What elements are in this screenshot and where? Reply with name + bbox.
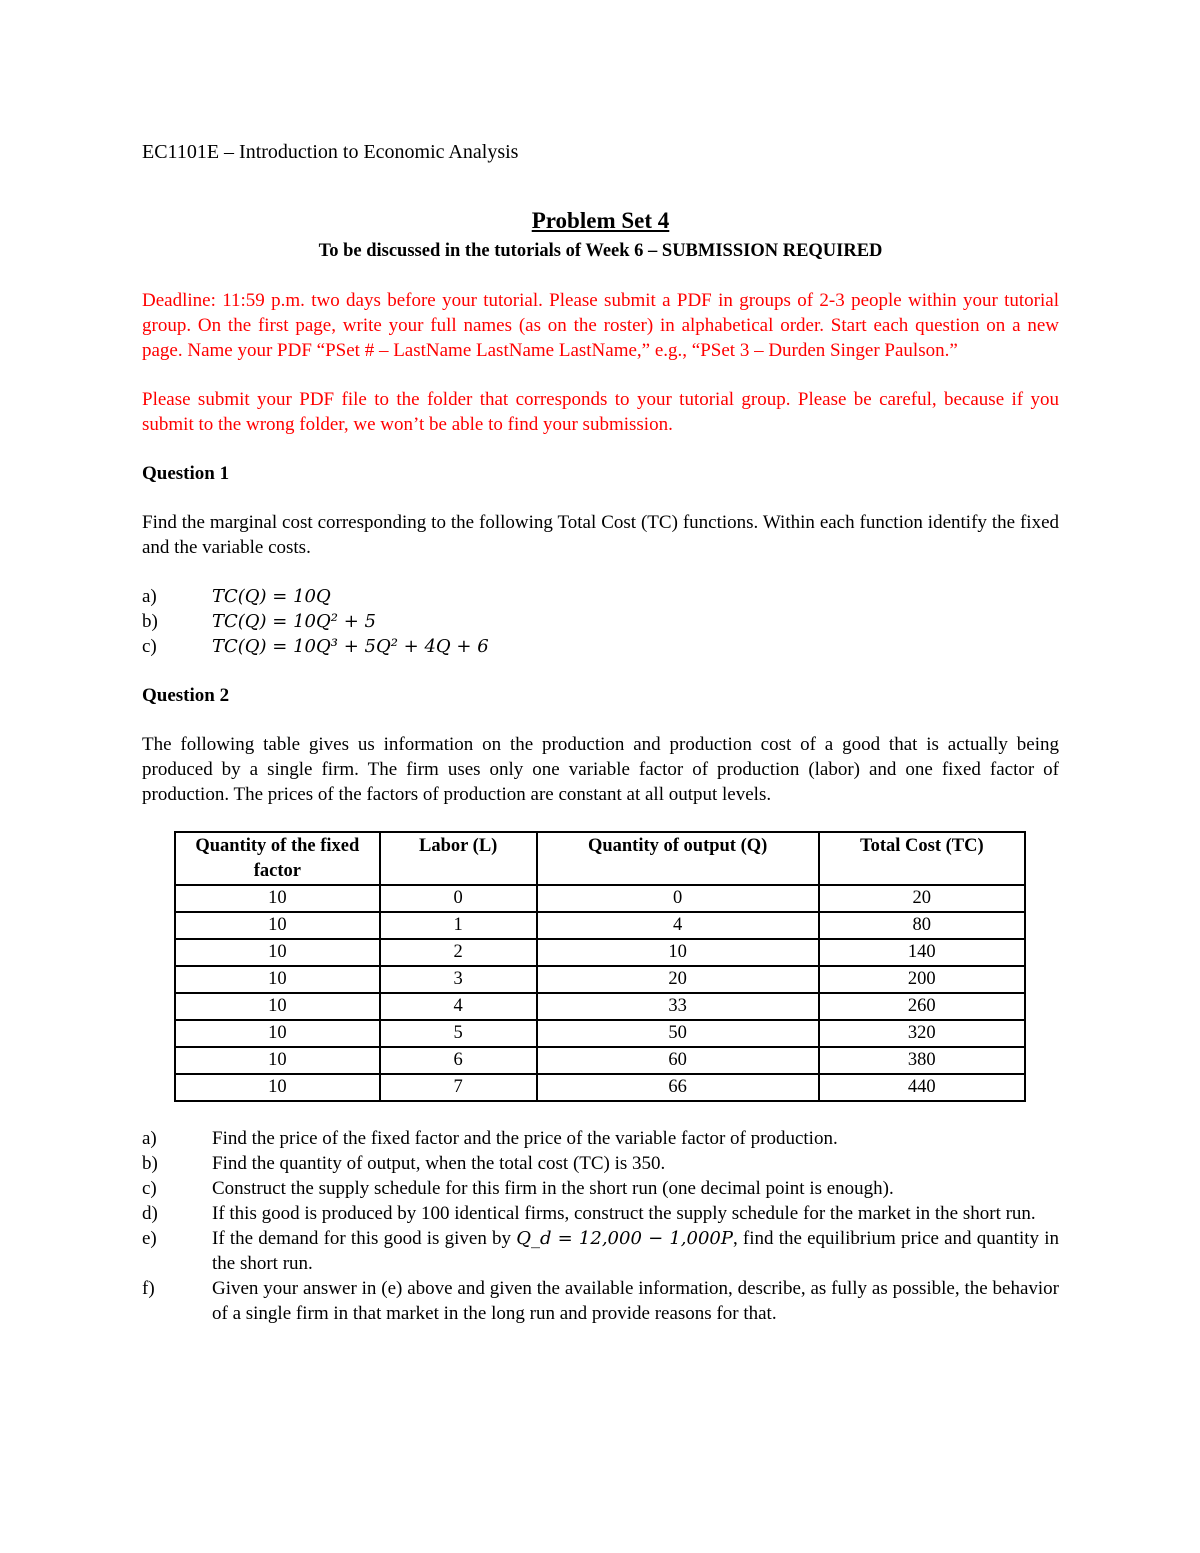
table-cell: 2 [380, 939, 537, 966]
question-2-heading: Question 2 [142, 685, 230, 706]
table-cell: 10 [175, 966, 380, 993]
document-page [142, 140, 1059, 1326]
question-1-list [142, 584, 1059, 659]
item-text [212, 1226, 1059, 1276]
item-label: e) [142, 1228, 157, 1249]
item-text-after: , find the equilibrium price and quantity in the short run. [212, 1228, 1059, 1274]
table-cell: 10 [175, 1047, 380, 1074]
list-item [142, 634, 1059, 659]
table-cell: 10 [175, 939, 380, 966]
item-text-before: If the demand for this good is given by [212, 1228, 517, 1249]
table-cell: 4 [537, 912, 819, 939]
table-cell: 10 [175, 993, 380, 1020]
table-cell: 1 [380, 912, 537, 939]
item-label: a) [142, 586, 157, 607]
list-item [142, 1126, 1059, 1151]
item-label: c) [142, 1178, 157, 1199]
table-cell: 4 [380, 993, 537, 1020]
item-label: b) [142, 611, 158, 632]
question-2-list [142, 1126, 1059, 1326]
table-cell: 33 [537, 993, 819, 1020]
item-text: Find the price of the fixed factor and the price of the variable factor of production. [212, 1128, 838, 1149]
formula: TC(Q) = 10Q² + 5 [212, 611, 376, 632]
table-cell: 0 [537, 885, 819, 912]
deadline-notice: Deadline: 11:59 p.m. two days before your tutorial. Please submit a PDF in groups of 2-3 people within your tutorial group. On the first page, write your full names (as on the roster) in alphabetical order. Start each question on a new page. Name your PDF “PSet # – LastName LastName LastName,” e.g., “PSet 3 – Durden Singer Paulson.” [142, 290, 1059, 361]
table-cell: 10 [537, 939, 819, 966]
table-cell: 80 [819, 912, 1025, 939]
table-cell: 60 [537, 1047, 819, 1074]
demand-formula: Q_d = 12,000 − 1,000P [516, 1228, 733, 1249]
formula: TC(Q) = 10Q [212, 586, 331, 607]
question-2-text: The following table gives us information on the production and production cost of a good that is actually being produced by a single firm. The firm uses only one variable factor of production (labor) and one fixed factor of production. The prices of the factors of production are constant at all output levels. [142, 734, 1059, 805]
column-header: Quantity of output (Q) [537, 832, 819, 885]
table-row [175, 1047, 1025, 1074]
table-cell: 6 [380, 1047, 537, 1074]
column-header: Total Cost (TC) [819, 832, 1025, 885]
table-cell: 10 [175, 1020, 380, 1047]
table-cell: 20 [819, 885, 1025, 912]
list-item [142, 1201, 1059, 1226]
course-title: EC1101E – Introduction to Economic Analysis [142, 141, 519, 163]
list-item [142, 1226, 1059, 1276]
table-header-row [175, 832, 1025, 885]
table-cell: 0 [380, 885, 537, 912]
table-row [175, 1020, 1025, 1047]
item-label: b) [142, 1153, 158, 1174]
table-row [175, 993, 1025, 1020]
folder-notice: Please submit your PDF file to the folder that corresponds to your tutorial group. Please be careful, because if you submit to the wrong folder, we won’t be able to find your submission. [142, 389, 1059, 435]
table-cell: 10 [175, 1074, 380, 1101]
table-body [175, 885, 1025, 1101]
table-row [175, 912, 1025, 939]
list-item [142, 609, 1059, 634]
column-header: Quantity of the fixed factor [175, 832, 380, 885]
column-header: Labor (L) [380, 832, 537, 885]
item-text: Given your answer in (e) above and given the available information, describe, as fully as possible, the behavior of a single firm in that market in the long run and provide reasons for that. [212, 1278, 1059, 1324]
table-cell: 66 [537, 1074, 819, 1101]
question-1-text: Find the marginal cost corresponding to the following Total Cost (TC) functions. Within each function identify the fixed and the variable costs. [142, 512, 1059, 558]
table-row [175, 939, 1025, 966]
production-cost-table [174, 831, 1026, 1102]
table-cell: 260 [819, 993, 1025, 1020]
item-text: Construct the supply schedule for this firm in the short run (one decimal point is enough). [212, 1178, 894, 1199]
table-cell: 380 [819, 1047, 1025, 1074]
list-item [142, 1276, 1059, 1326]
table-row [175, 1074, 1025, 1101]
formula: TC(Q) = 10Q³ + 5Q² + 4Q + 6 [212, 636, 489, 657]
item-label: c) [142, 636, 157, 657]
table-cell: 140 [819, 939, 1025, 966]
table-row [175, 885, 1025, 912]
table-cell: 10 [175, 885, 380, 912]
table-cell: 20 [537, 966, 819, 993]
problem-set-title: Problem Set 4 [531, 208, 670, 233]
table-cell: 440 [819, 1074, 1025, 1101]
item-label: a) [142, 1128, 157, 1149]
list-item [142, 1151, 1059, 1176]
table-cell: 320 [819, 1020, 1025, 1047]
table-cell: 7 [380, 1074, 537, 1101]
table-cell: 3 [380, 966, 537, 993]
list-item [142, 584, 1059, 609]
item-label: d) [142, 1203, 158, 1224]
item-text: Find the quantity of output, when the total cost (TC) is 350. [212, 1153, 666, 1174]
problem-set-subtitle: To be discussed in the tutorials of Week 6 – SUBMISSION REQUIRED [318, 241, 883, 261]
table-cell: 10 [175, 912, 380, 939]
table-row [175, 966, 1025, 993]
table-cell: 5 [380, 1020, 537, 1047]
table-cell: 50 [537, 1020, 819, 1047]
item-text: If this good is produced by 100 identical firms, construct the supply schedule for the market in the short run. [212, 1203, 1036, 1224]
item-label: f) [142, 1278, 155, 1299]
list-item [142, 1176, 1059, 1201]
table-cell: 200 [819, 966, 1025, 993]
question-1-heading: Question 1 [142, 463, 230, 484]
